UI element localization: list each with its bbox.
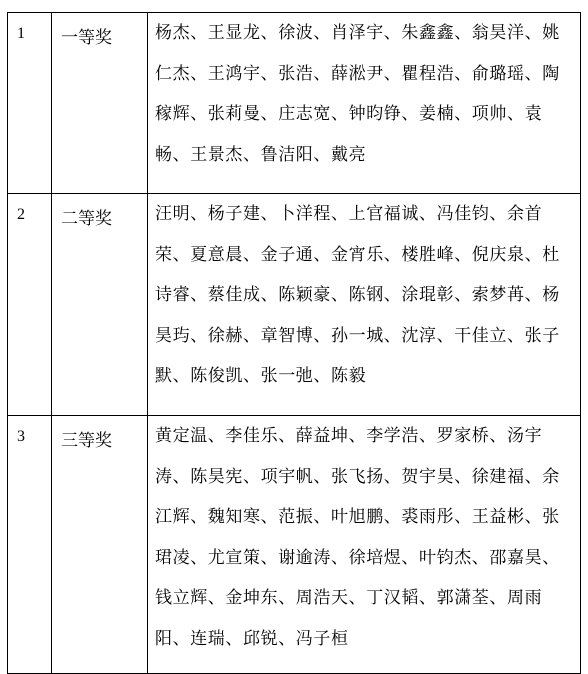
rank-number-cell: 1 [8, 13, 52, 194]
award-level-cell: 三等奖 [52, 416, 148, 674]
table-row [8, 13, 581, 194]
winner-names-cell: 汪明、杨子建、卜洋程、上官福诚、冯佳钧、余首荣、夏意晨、金子通、金宵乐、楼胜峰、倪庆泉、杜诗睿、蔡佳成、陈颖豪、陈钢、涂琨彰、索梦苒、杨昊玙、徐赫、章智博、孙一城、沈淳、干佳立、张子默、陈俊凯、张一弛、陈毅 [148, 194, 581, 416]
table-row [8, 194, 581, 416]
awards-table [7, 12, 581, 674]
rank-number-cell: 3 [8, 416, 52, 674]
winner-names-cell: 杨杰、王显龙、徐波、肖泽宇、朱鑫鑫、翁昊洋、姚仁杰、王鸿宇、张浩、薛淞尹、瞿程浩、俞璐瑶、陶稼辉、张莉曼、庄志宽、钟昀铮、姜楠、项帅、袁畅、王景杰、鲁洁阳、戴亮 [148, 13, 581, 194]
table-row [8, 416, 581, 674]
award-level-cell: 一等奖 [52, 13, 148, 194]
award-level-cell: 二等奖 [52, 194, 148, 416]
winner-names-cell: 黄定温、李佳乐、薛益坤、李学浩、罗家桥、汤宇涛、陈昊宪、项宇帆、张飞扬、贺宇昊、徐建福、余江辉、魏知寒、范振、叶旭鹏、裘雨彤、王益彬、张珺凌、尤宣策、谢逾涛、徐培煜、叶钧杰、邵嘉昊、钱立辉、金坤东、周浩天、丁汉韬、郭潇荃、周雨阳、连瑞、邱锐、冯子桓 [148, 416, 581, 674]
rank-number-cell: 2 [8, 194, 52, 416]
